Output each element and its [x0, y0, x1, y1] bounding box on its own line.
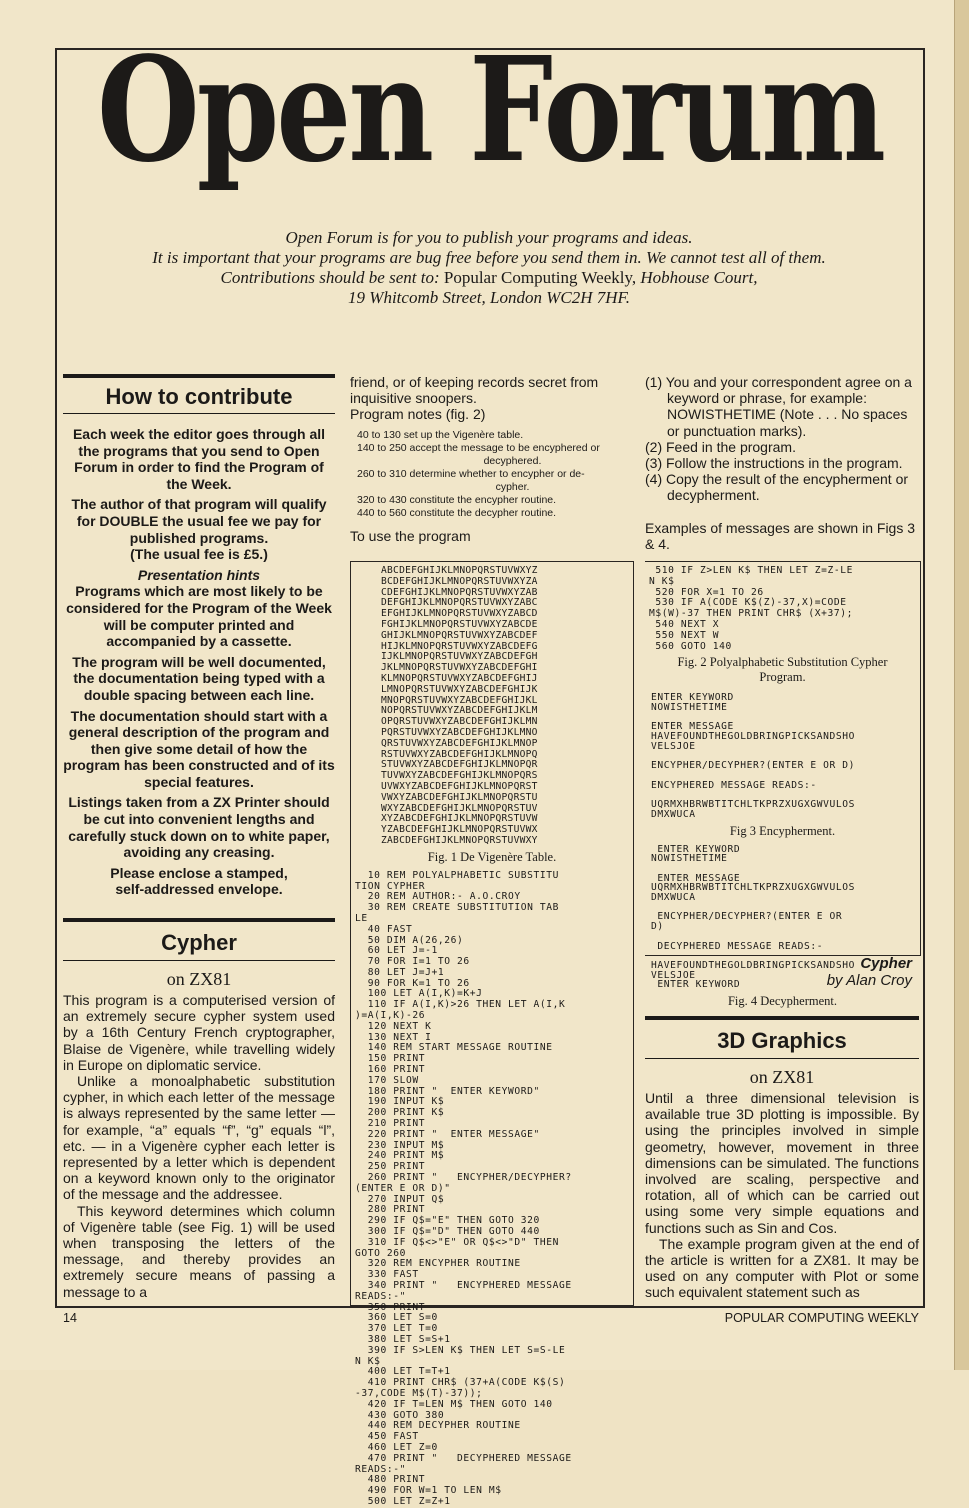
table-row: KLMNOPQRSTUVWXYZABCDEFGHIJ	[381, 672, 538, 684]
table-row: WXYZABCDEFGHIJKLMNOPQRSTUV	[381, 802, 538, 814]
fig2-caption: Fig. 2 Polyalphabetic Substitution Cypher Program.	[677, 655, 888, 685]
listing-line: 340 PRINT " ENCYPHERED MESSAGE	[355, 1280, 572, 1291]
listing-line: 110 IF A(I,K)>26 THEN LET A(I,K	[355, 999, 566, 1011]
program-notes-heading: Program notes (fig. 2)	[350, 406, 486, 423]
article-para: This program is a computerised version of an extremely secure cypher system used by a 16th Century French cryptographer, Blaise de Vigenère, while travelling widely in Europe on diplomatic service.	[63, 992, 335, 1073]
output-line: ENTER KEYWORD	[651, 692, 734, 704]
instructions-column	[645, 374, 921, 552]
table-row: RSTUVWXYZABCDEFGHIJKLMNOPQ	[381, 748, 538, 760]
graphics-column	[645, 1016, 919, 1301]
to-use-heading: To use the program	[350, 527, 471, 544]
intro-line-2: It is important that your programs are bug free before you send them in. We cannot test all of them.	[152, 248, 826, 267]
listing-line: 120 NEXT K	[355, 1020, 432, 1032]
listing-line: 310 IF Q$<>"E" OR Q$<>"D" THEN	[355, 1236, 560, 1248]
listing-line: READS:-"	[355, 1463, 407, 1475]
section-rule	[645, 1016, 919, 1020]
listing-line: 80 LET J=J+1	[355, 966, 445, 978]
listing-line: 200 PRINT K$	[355, 1107, 445, 1119]
how-to-contribute-column	[63, 374, 335, 902]
table-row: ABCDEFGHIJKLMNOPQRSTUVWXYZ	[381, 565, 538, 576]
intro-line-3: Contributions should be sent to: Popular Computing Weekly, Hobhouse Court,	[220, 268, 758, 287]
hint-para: Please enclose a stamped, self-addressed envelope.	[110, 864, 288, 898]
page-number: 14	[63, 1311, 77, 1325]
listing-line: 70 FOR I=1 TO 26	[355, 956, 470, 968]
output-line: D)	[651, 921, 664, 933]
listing-line: 40 FAST	[355, 923, 413, 935]
listing-line: 160 PRINT	[355, 1064, 426, 1076]
output-line: DMXWUCA	[651, 892, 696, 904]
article-para: The example program given at the end of the article is written for a ZX81. It may be used on any computer with Plot or some such equivalent statement such as	[645, 1235, 919, 1301]
listing-line: 60 LET J=-1	[355, 945, 438, 957]
listing-line: 250 PRINT	[355, 1161, 426, 1173]
listing-line: 20 REM AUTHOR:- A.O.CROY	[355, 891, 521, 903]
listing-line: 220 PRINT " ENTER MESSAGE"	[355, 1128, 540, 1140]
section-rule	[63, 374, 335, 378]
listing-line: 100 LET A(I,K)=K+J	[355, 988, 483, 1000]
listing-line: )=A(I,K)-26	[355, 1010, 426, 1022]
listing-line: 190 INPUT K$	[355, 1096, 445, 1108]
listing-line: 320 REM ENCYPHER ROUTINE	[355, 1258, 521, 1270]
howto-para: (The usual fee is £5.)	[130, 546, 268, 563]
listing-line: 330 FAST	[355, 1269, 419, 1281]
fig1-caption: Fig. 1 De Vigenère Table.	[427, 849, 557, 864]
masthead: Open Forum	[96, 24, 884, 195]
output-line: NOWISTHETIME	[651, 702, 728, 714]
listing-line: 530 IF A(CODE K$(Z)-37,X)=CODE	[649, 597, 847, 609]
listing-line: 520 FOR X=1 TO 26	[649, 586, 764, 598]
listing-line: 90 FOR K=1 TO 26	[355, 977, 470, 989]
listing-line: 370 LET T=0	[355, 1323, 438, 1335]
listing-line: 500 LET Z=Z+1	[355, 1495, 451, 1507]
listing-line: -37,CODE M$(T)-37));	[355, 1387, 483, 1399]
table-row: PQRSTUVWXYZABCDEFGHIJKLMNO	[381, 726, 538, 738]
hint-para: The program will be well documented, the documentation being typed with a double spacing between each line.	[72, 653, 326, 703]
table-row: UVWXYZABCDEFGHIJKLMNOPQRST	[381, 780, 538, 792]
table-row: FGHIJKLMNOPQRSTUVWXYZABCDE	[381, 618, 538, 630]
article-para: This keyword determines which column of Vigenère table (see Fig. 1) will be used when transposing the letters of the message, and thereby provides an extremely secure means of passing a message to a	[63, 1202, 335, 1300]
table-row: LMNOPQRSTUVWXYZABCDEFGHIJK	[381, 683, 538, 695]
listing-line: 210 PRINT	[355, 1118, 426, 1130]
listing-line: 290 IF Q$="E" THEN GOTO 320	[355, 1215, 540, 1227]
listing-line: 140 REM START MESSAGE ROUTINE	[355, 1042, 553, 1054]
table-row: STUVWXYZABCDEFGHIJKLMNOPQR	[381, 759, 538, 771]
article-para: Unlike a monoalphabetic substitution cypher, in which each letter of the message is always represented by the same letter — for example, “a” equals “f”, “g” equals “l”, etc. — in a Vigenère cypher each letter is represented by a letter which is dependent on a keyword known only to the originator of the message and the addressee.	[63, 1073, 335, 1203]
table-row: OPQRSTUVWXYZABCDEFGHIJKLMN	[381, 716, 538, 728]
table-row: IJKLMNOPQRSTUVWXYZABCDEFGH	[381, 651, 538, 663]
listing-line: 280 PRINT	[355, 1204, 426, 1216]
table-row: DEFGHIJKLMNOPQRSTUVWXYZABC	[381, 597, 538, 609]
listing-line: 50 DIM A(26,26)	[355, 934, 464, 946]
output-line: ENCYPHER/DECYPHER?(ENTER E OR	[651, 911, 843, 923]
listing-line: 300 IF Q$="D" THEN GOTO 440	[355, 1226, 540, 1238]
cypher-signoff	[700, 955, 912, 989]
cypher-column	[63, 918, 335, 1300]
cypher-heading: Cypher	[161, 930, 237, 955]
table-row: HIJKLMNOPQRSTUVWXYZABCDEFG	[381, 640, 538, 652]
listing-line: TION CYPHER	[355, 880, 426, 892]
output-line: NOWISTHETIME	[651, 853, 728, 865]
listing-line: 490 FOR W=1 TO LEN M$	[355, 1485, 502, 1497]
table-row: JKLMNOPQRSTUVWXYZABCDEFGHI	[381, 662, 538, 674]
article-para: friend, or of keeping records secret from inquisitive snoopers.	[350, 374, 599, 407]
output-line: VELSJOE	[651, 740, 696, 752]
listing-line: 230 INPUT M$	[355, 1139, 445, 1151]
intro-block	[80, 228, 898, 308]
output-line: ENTER KEYWORD	[651, 979, 741, 991]
output-line: UQRMXHBRWBTITCHLTKPRZXUGXGWVULOS	[651, 882, 856, 894]
fig4-caption: Fig. 4 Decypherment.	[727, 994, 837, 1009]
graphics-subtitle: on ZX81	[749, 1067, 815, 1087]
signoff-title: Cypher	[860, 955, 912, 972]
intro-line-4: 19 Whitcomb Street, London WC2H 7HF.	[348, 288, 630, 307]
hint-para: The documentation should start with a general description of the program and then give some detail of how the program has been constructed and of its special features.	[63, 707, 335, 790]
intro-line-1: Open Forum is for you to publish your programs and ideas.	[285, 228, 693, 247]
listing-line: 470 PRINT " DECYPHERED MESSAGE	[355, 1452, 572, 1464]
listing-line: 420 IF T=LEN M$ THEN GOTO 140	[355, 1398, 553, 1410]
listing-line: 560 GOTO 140	[649, 640, 732, 652]
listing-line: 550 NEXT W	[649, 629, 720, 641]
listing-line: 480 PRINT	[355, 1474, 426, 1486]
output-line: HAVEFOUNDTHEGOLDBRINGPICKSANDSHO	[651, 731, 856, 743]
note-line: 260 to 310 determine whether to encypher or de-	[357, 467, 585, 480]
section-rule	[645, 1058, 919, 1059]
listing-line: 180 PRINT " ENTER KEYWORD"	[355, 1085, 540, 1097]
table-row: BCDEFGHIJKLMNOPQRSTUVWXYZA	[381, 575, 538, 587]
listing-line: 170 SLOW	[355, 1074, 419, 1086]
hint-para: Listings taken from a ZX Printer should be cut into convenient lengths and carefully stuck down on to white paper, avoiding any creasing.	[68, 794, 330, 861]
listing-line: 390 IF S>LEN K$ THEN LET S=S-LE	[355, 1344, 566, 1356]
listing-line: 450 FAST	[355, 1431, 419, 1443]
listing-line: N K$	[649, 575, 675, 587]
basic-listing-continued	[645, 562, 920, 652]
instruction-step: (2) Feed in the program.	[645, 438, 796, 455]
table-row: VWXYZABCDEFGHIJKLMNOPQRSTU	[381, 791, 538, 803]
output-line: ENTER MESSAGE	[651, 721, 734, 733]
basic-listing	[351, 865, 633, 1508]
howto-para: The author of that program will qualify for DOUBLE the usual fee we pay for published programs.	[71, 496, 327, 546]
output-line: VELSJOE	[651, 969, 696, 981]
output-line: DMXWUCA	[651, 808, 696, 820]
section-rule	[63, 960, 335, 961]
section-rule	[63, 918, 335, 922]
signoff-author: by Alan Croy	[826, 972, 912, 989]
table-row: NOPQRSTUVWXYZABCDEFGHIJKLM	[381, 705, 538, 717]
program-notes	[357, 429, 628, 520]
table-row: GHIJKLMNOPQRSTUVWXYZABCDEF	[381, 629, 538, 641]
listing-line: 350 PRINT	[355, 1301, 426, 1313]
listing-line: GOTO 260	[355, 1247, 407, 1259]
listing-line: (ENTER E OR D)"	[355, 1182, 451, 1194]
program-listing-box	[350, 561, 634, 1507]
magazine-name: POPULAR COMPUTING WEEKLY	[724, 1311, 919, 1325]
listing-line: 430 GOTO 380	[355, 1409, 445, 1421]
listing-line: 440 REM DECYPHER ROUTINE	[355, 1420, 521, 1432]
note-line: 140 to 250 accept the message to be encyphered or	[357, 441, 600, 454]
listing-line: 540 NEXT X	[649, 618, 720, 630]
listing-line: 270 INPUT Q$	[355, 1193, 445, 1205]
listing-line: 130 NEXT I	[355, 1031, 432, 1043]
listing-line: 150 PRINT	[355, 1053, 426, 1065]
listing-line: 510 IF Z>LEN K$ THEN LET Z=Z-LE	[649, 565, 854, 576]
listing-line: READS:-"	[355, 1290, 407, 1302]
section-rule	[63, 413, 335, 414]
output-line: ENTER KEYWORD	[651, 843, 741, 855]
table-row: EFGHIJKLMNOPQRSTUVWXYZABCD	[381, 608, 538, 620]
listing-line: N K$	[355, 1355, 381, 1367]
output-line: HAVEFOUNDTHEGOLDBRINGPICKSANDSHO	[651, 959, 856, 971]
output-line: DECYPHERED MESSAGE READS:-	[651, 940, 824, 952]
note-line: decyphered.	[483, 454, 542, 467]
table-row: QRSTUVWXYZABCDEFGHIJKLMNOP	[381, 737, 538, 749]
listing-line: 260 PRINT " ENCYPHER/DECYPHER?	[355, 1172, 572, 1184]
output-line: ENTER MESSAGE	[651, 872, 741, 884]
presentation-hints-heading: Presentation hints	[137, 566, 261, 583]
instruction-step: (3) Follow the instructions in the program.	[645, 455, 903, 472]
listing-line: 460 LET Z=0	[355, 1441, 438, 1453]
listing-line: 240 PRINT M$	[355, 1150, 445, 1162]
cypher-subtitle: on ZX81	[166, 969, 232, 989]
listing-line: 400 LET T=T+1	[355, 1366, 451, 1378]
table-row: XYZABCDEFGHIJKLMNOPQRSTUVW	[381, 813, 538, 825]
program-notes-column	[350, 374, 628, 544]
table-row: TUVWXYZABCDEFGHIJKLMNOPQRS	[381, 770, 538, 782]
note-line: cypher.	[495, 480, 530, 493]
note-line: 40 to 130 set up the Vigenère table.	[357, 428, 524, 441]
article-para: Until a three dimensional television is available true 3D plotting is impossible. By using the principles involved in simple geometry, however, movement in three dimensions can be simulated. The functions involved are scaling, perspective and rotation, all of which can be carried out using some very simple equations and functions such as Sin and Cos.	[645, 1090, 919, 1236]
how-to-contribute-heading: How to contribute	[105, 384, 293, 409]
listing-line: 410 PRINT CHR$ (37+A(CODE K$(S)	[355, 1377, 566, 1389]
note-line: 320 to 430 constitute the encypher routine.	[357, 493, 557, 506]
fig3-caption: Fig 3 Encypherment.	[729, 823, 836, 838]
howto-para: Each week the editor goes through all the programs that you send to Open Forum in order to find the Program of the Week.	[72, 426, 326, 492]
hint-para: Programs which are most likely to be considered for the Program of the Week will be computer printed and accompanied by a cassette.	[66, 583, 332, 650]
instruction-step: (4) Copy the result of the encypherment or decypherment.	[645, 471, 909, 504]
listing-line: 360 LET S=0	[355, 1312, 438, 1324]
listing-line: M$(W)-37 THEN PRINT CHR$ (X+37);	[649, 608, 854, 620]
graphics-heading: 3D Graphics	[717, 1028, 847, 1053]
output-line: ENCYPHERED MESSAGE READS:-	[651, 779, 817, 791]
note-line: 440 to 560 constitute the decypher routine.	[357, 506, 557, 519]
examples-text: Examples of messages are shown in Figs 3 & 4.	[645, 519, 916, 552]
listing-line: 380 LET S=S+1	[355, 1333, 451, 1345]
table-row: CDEFGHIJKLMNOPQRSTUVWXYZAB	[381, 586, 538, 598]
table-row: ZABCDEFGHIJKLMNOPQRSTUVWXY	[381, 834, 538, 846]
table-row: YZABCDEFGHIJKLMNOPQRSTUVWX	[381, 824, 538, 836]
table-row: MNOPQRSTUVWXYZABCDEFGHIJKL	[381, 694, 538, 706]
listing-line: 30 REM CREATE SUBSTITUTION TAB	[355, 902, 560, 914]
output-line: ENCYPHER/DECYPHER?(ENTER E OR D)	[651, 760, 856, 772]
listing-line: 10 REM POLYALPHABETIC SUBSTITU	[355, 869, 560, 881]
fig3-output	[645, 693, 920, 819]
listing-line: LE	[355, 912, 368, 924]
page-spine	[954, 0, 969, 1370]
instruction-step: (1) You and your correspondent agree on a keyword or phrase, for example: NOWISTHETIME (Note . . . No spaces or punctuation marks).	[645, 374, 912, 439]
vigenere-table	[351, 562, 633, 847]
output-line: UQRMXHBRWBTITCHLTKPRZXUGXGWVULOS	[651, 799, 856, 811]
